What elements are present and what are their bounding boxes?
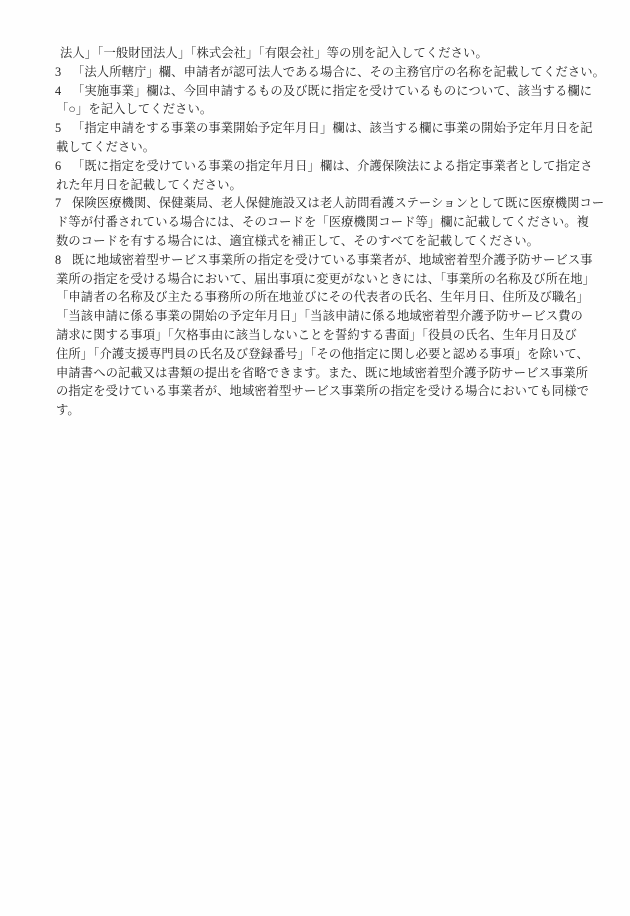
document-line bbox=[0, 326, 630, 345]
line-text: 住所」「介護支援専門員の氏名及び登録番号」「その他指定に関し必要と認める事項」を除いて、 bbox=[56, 346, 589, 361]
line-text: 「法人所轄庁」欄、申請者が認可法人である場合に、その主務官庁の名称を記載してください。 bbox=[72, 64, 606, 79]
document-body bbox=[0, 44, 630, 420]
document-line bbox=[0, 63, 630, 82]
item-number: 4 bbox=[55, 83, 62, 98]
line-text: す。 bbox=[56, 403, 80, 418]
line-text: 「○」を記入してください。 bbox=[56, 102, 213, 117]
line-text: 請求に関する事項」「欠格事由に該当しないことを誓約する書面」「役員の氏名、生年月日及び bbox=[56, 327, 577, 342]
item-number: 6 bbox=[55, 158, 62, 173]
document-line bbox=[0, 270, 630, 289]
line-text: 申請書への記載又は書類の提出を省略できます。また、既に地域密着型介護予防サービス事業所 bbox=[56, 365, 589, 380]
document-line bbox=[0, 44, 630, 63]
line-text: れた年月日を記載してください。 bbox=[56, 177, 242, 192]
document-line bbox=[0, 232, 630, 251]
line-text: 「申請者の名称及び主たる事務所の所在地並びにその代表者の氏名、生年月日、住所及び職名」 bbox=[56, 290, 590, 305]
document-line bbox=[0, 82, 630, 101]
item-number: 7 bbox=[55, 196, 62, 211]
line-text: 「実施事業」欄は、今回申請するもの及び既に指定を受けているものについて、該当する欄に bbox=[72, 83, 593, 98]
document-line bbox=[0, 100, 630, 119]
line-text: 法人」「一般財団法人」「株式会社」「有限会社」等の別を記入してください。 bbox=[60, 46, 488, 60]
line-text: ド等が付番されている場合には、そのコードを「医療機関コード等」欄に記載してください。複 bbox=[56, 215, 590, 230]
item-number: 8 bbox=[55, 252, 62, 267]
document-line bbox=[0, 213, 630, 232]
line-text: の指定を受けている事業者が、地域密着型サービス事業所の指定を受ける場合においても同様で bbox=[56, 384, 590, 399]
line-text: 「既に指定を受けている事業の指定年月日」欄は、介護保険法による指定事業者として指定さ bbox=[72, 158, 593, 173]
document-line bbox=[0, 138, 630, 157]
line-text: 既に地域密着型サービス事業所の指定を受けている事業者が、地域密着型介護予防サービス事 bbox=[72, 252, 593, 267]
document-line bbox=[0, 345, 630, 364]
line-text: 保険医療機関、保健薬局、老人保健施設又は老人訪問看護ステーションとして既に医療機関コー bbox=[72, 196, 605, 211]
line-text: 業所の指定を受ける場合において、届出事項に変更がないときには、「事業所の名称及び所在地」 bbox=[56, 271, 596, 286]
line-text: 数のコードを有する場合には、適宜様式を補正して、そのすべてを記載してください。 bbox=[56, 233, 539, 248]
document-line bbox=[0, 194, 630, 213]
document-line bbox=[0, 157, 630, 176]
document-line bbox=[0, 176, 630, 195]
document-line bbox=[0, 119, 630, 138]
item-number: 3 bbox=[55, 64, 62, 79]
document-line bbox=[0, 288, 630, 307]
document-line bbox=[0, 364, 630, 383]
document-line bbox=[0, 251, 630, 270]
line-text: 「当該申請に係る事業の開始の予定年月日」「当該申請に係る地域密着型介護予防サービス費の bbox=[56, 309, 583, 324]
item-number: 5 bbox=[55, 121, 62, 136]
document-line bbox=[0, 382, 630, 401]
document-line bbox=[0, 307, 630, 326]
document-line bbox=[0, 401, 630, 420]
line-text: 載してください。 bbox=[56, 139, 156, 154]
line-text: 「指定申請をする事業の事業開始予定年月日」欄は、該当する欄に事業の開始予定年月日を記 bbox=[72, 121, 593, 136]
